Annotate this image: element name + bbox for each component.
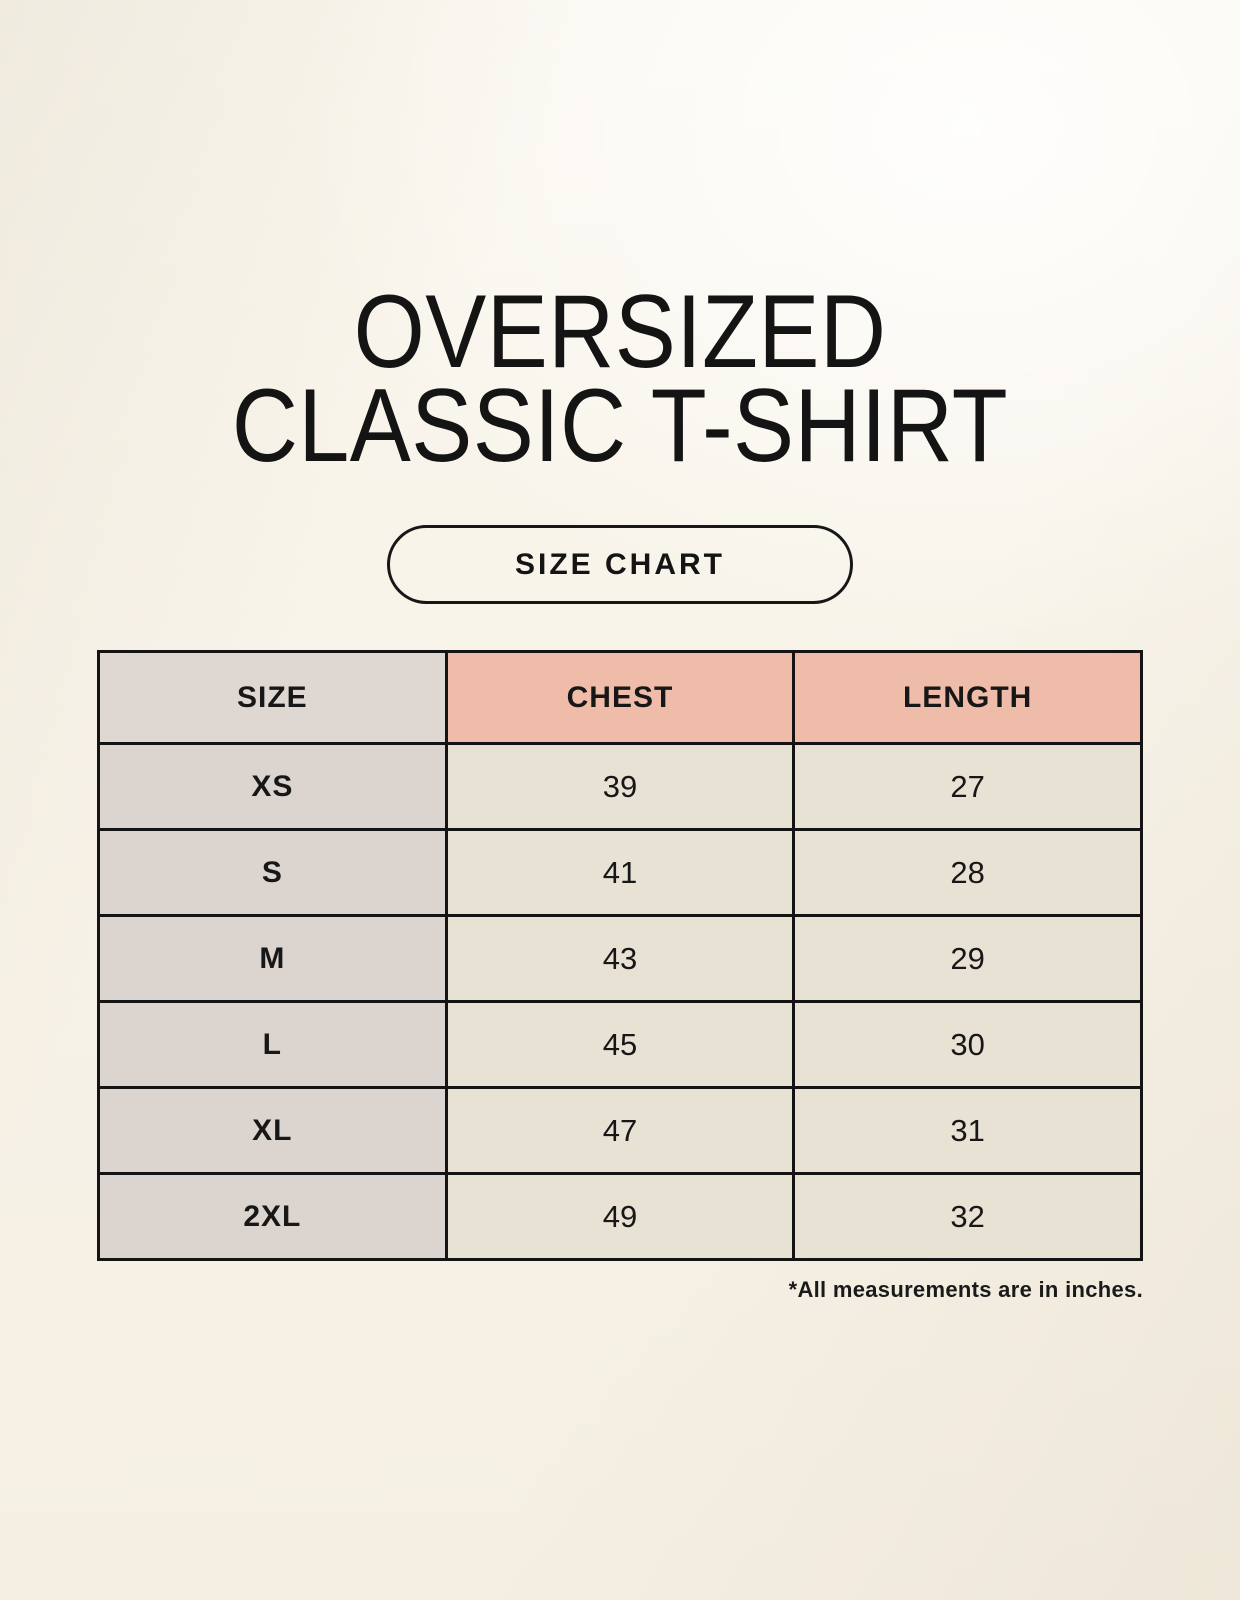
size-label: M (99, 916, 447, 1002)
table-row-s (99, 830, 1142, 916)
chest-value: 43 (446, 916, 794, 1002)
length-value: 28 (794, 830, 1142, 916)
table-row-xl (99, 1088, 1142, 1174)
page-title (74, 274, 1165, 484)
length-value: 30 (794, 1002, 1142, 1088)
length-value: 27 (794, 744, 1142, 830)
size-label: XL (99, 1088, 447, 1174)
size-chart-badge-label: SIZE CHART (515, 547, 725, 581)
page-title-line-1: OVERSIZED (353, 274, 887, 390)
table-row-m (99, 916, 1142, 1002)
chest-value: 45 (446, 1002, 794, 1088)
column-header-chest: CHEST (446, 652, 794, 744)
length-value: 31 (794, 1088, 1142, 1174)
table-row-xs (99, 744, 1142, 830)
size-label: XS (99, 744, 447, 830)
size-label: 2XL (99, 1174, 447, 1260)
column-header-length: LENGTH (794, 652, 1142, 744)
chest-value: 39 (446, 744, 794, 830)
size-chart-badge[interactable] (387, 525, 853, 604)
page-title-line-2: CLASSIC T-SHIRT (231, 367, 1009, 484)
table-row-2xl (99, 1174, 1142, 1260)
size-table-header-row (99, 652, 1142, 744)
table-row-l (99, 1002, 1142, 1088)
column-header-size: SIZE (99, 652, 447, 744)
length-value: 29 (794, 916, 1142, 1002)
size-table (97, 650, 1143, 1261)
chest-value: 41 (446, 830, 794, 916)
chest-value: 47 (446, 1088, 794, 1174)
size-label: S (99, 830, 447, 916)
length-value: 32 (794, 1174, 1142, 1260)
chest-value: 49 (446, 1174, 794, 1260)
size-label: L (99, 1002, 447, 1088)
measurements-footnote: *All measurements are in inches. (788, 1277, 1143, 1303)
